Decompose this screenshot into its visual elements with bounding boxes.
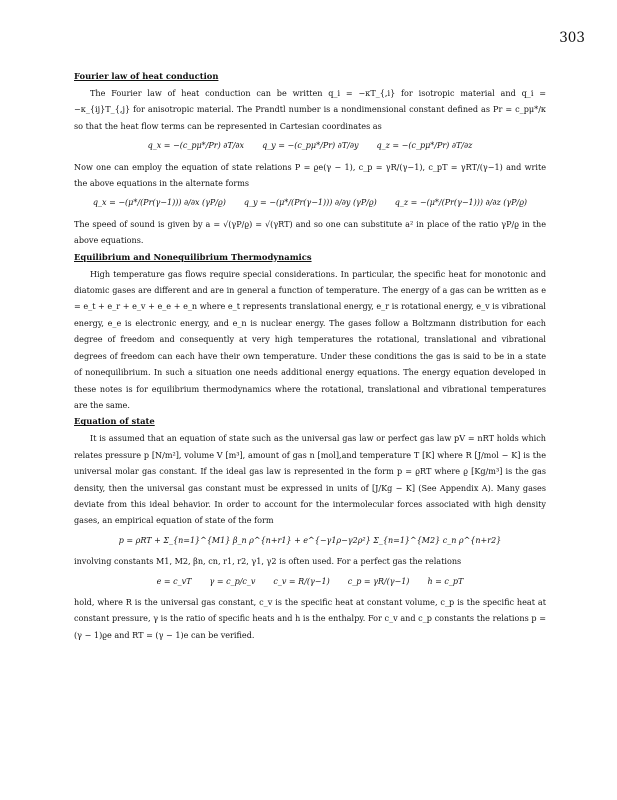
perfect-gas-relations xyxy=(74,574,546,590)
alt-equation-qz: q_z = −(μ*/(Pr(γ−1))) ∂/∂z (γP/ϱ) xyxy=(394,198,528,208)
empirical-state-equation xyxy=(74,533,546,549)
state-paragraph-1: It is assumed that an equation of state such as the universal gas law or perfect gas law pV = nRT holds which relates pressure p [N/m²], volume V [m³], amount of gas n [mol],and temperature T [K] where R [J/mol − K] is the universal molar gas constant. If the ideal gas law is represented in the form p = ϱRT where ϱ [Kg/m³] is the gas density, then the universal gas constant must be expressed in units of [J/Kg − K] (See Appendix A). Many gases deviate from this ideal behavior. In order to account for the intermolecular forces associated with high density gases, an empirical equation of state of the form xyxy=(74,433,546,526)
section-heading-thermodynamics: Equilibrium and Nonequilibrium Thermodynamics xyxy=(74,251,312,262)
thermo-paragraph-1: High temperature gas flows require special considerations. In particular, the specific heat for monotonic and diatomic gases are different and are in general a function of temperature. The energy of a gas can be written as e = e_t + e_r + e_v + e_e + e_n where e_t represents translational energy, e_r is rotational energy, e_v is vibrational energy, e_e is electronic energy, and e_n is nuclear energy. The gases follow a Boltzmann distribution for each degree of freedom and consequently at very high temperatures the rotational, translational and vibrational degrees of freedom can each have their own temperature. Under these conditions the gas is said to be in a state of nonequilibrium. In such a situation one needs additional energy equations. The energy equation developed in these notes is for equilibrium thermodynamics where the rotational, translational and vibrational temperatures are the same. xyxy=(74,268,546,410)
relation-h: h = c_pT xyxy=(427,576,464,586)
section-heading-equation-of-state: Equation of state xyxy=(74,416,155,427)
fourier-paragraph-2: Now one can employ the equation of state relations P = ϱe(γ − 1), c_p = γR/(γ−1), c_pT = γRT/(γ−1) and write the above equations in the alternate forms xyxy=(74,161,546,189)
relation-cv: c_v = R/(γ−1) xyxy=(273,576,330,586)
fourier-equations xyxy=(74,138,546,154)
alt-equation-qy: q_y = −(μ*/(Pr(γ−1))) ∂/∂y (γP/ϱ) xyxy=(243,198,377,208)
fourier-paragraph-1: The Fourier law of heat conduction can be written q_i = −κT_{,i} for isotropic material and q_i = −κ_{ij}T_{,j} for anisotropic material. The Prandtl number is a nondimensional constant defined as Pr = c_pμ*/κ so that the heat flow terms can be represented in Cartesian coordinates as xyxy=(74,88,546,131)
page-content xyxy=(74,68,546,643)
relation-cp: c_p = γR/(γ−1) xyxy=(347,576,410,586)
equation-qx: q_x = −(c_pμ*/Pr) ∂T/∂x xyxy=(147,141,245,151)
section-heading-fourier: Fourier law of heat conduction xyxy=(74,71,219,81)
equation-qz: q_z = −(c_pμ*/Pr) ∂T/∂z xyxy=(376,141,473,151)
page-number: 303 xyxy=(559,30,585,46)
alt-equation-qx: q_x = −(μ*/(Pr(γ−1))) ∂/∂x (γP/ϱ) xyxy=(92,198,226,208)
relation-e: e = c_vT xyxy=(156,576,192,586)
state-paragraph-3: hold, where R is the universal gas constant, c_v is the specific heat at constant volume, c_p is the specific heat at constant pressure, γ is the ratio of specific heats and h is the enthalpy. For c_v and c_p constants the relations p = (γ − 1)ϱe and RT = (γ − 1)e can be verified. xyxy=(74,596,546,640)
state-paragraph-2: involving constants M1, M2, βn, cn, r1, r2, γ1, γ2 is often used. For a perfect gas the relations xyxy=(74,556,462,567)
relation-gamma: γ = c_p/c_v xyxy=(209,576,256,586)
equation-qy: q_y = −(c_pμ*/Pr) ∂T/∂y xyxy=(262,141,359,151)
equation-empirical: p = ρRT + Σ_{n=1}^{M1} β_n ρ^{n+r1} + e^{−γ1ρ−γ2ρ²} Σ_{n=1}^{M2} c_n ρ^{n+r2} xyxy=(118,535,502,545)
fourier-paragraph-3: The speed of sound is given by a = √(γP/ϱ) = √(γRT) and so one can substitute a² in place of the ratio γP/ϱ in the above equations. xyxy=(74,218,546,246)
fourier-alternate-equations xyxy=(74,195,546,211)
